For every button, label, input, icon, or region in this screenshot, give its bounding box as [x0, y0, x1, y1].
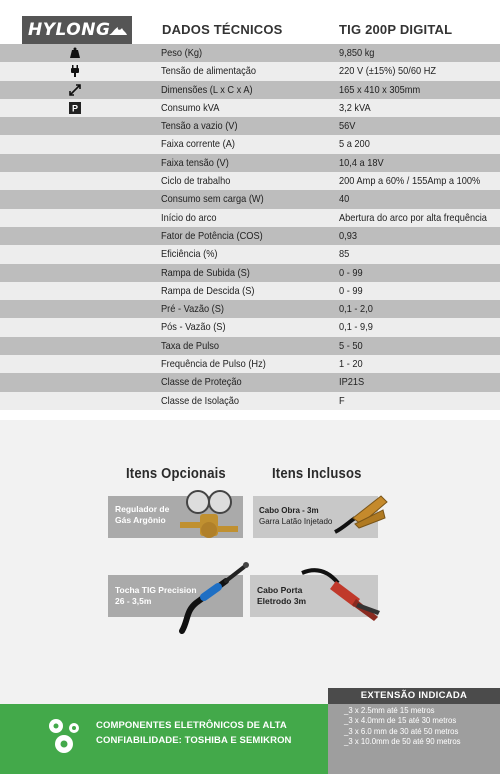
spec-row [0, 190, 500, 208]
spec-row [0, 355, 500, 373]
spec-row [0, 135, 500, 153]
ground-cable-label-1: Cabo Obra - 3m [259, 506, 319, 515]
footer-line-1: COMPONENTES ELETRÔNICOS DE ALTA [96, 720, 287, 731]
spec-label: Faixa tensão (V) [161, 156, 229, 169]
spec-row [0, 300, 500, 318]
spec-value: 0,1 - 9,9 [339, 321, 373, 334]
spec-label: Taxa de Pulso [161, 339, 220, 352]
spec-value: 9,850 kg [339, 47, 375, 59]
plug-icon [68, 64, 82, 78]
spec-value: 5 a 200 [339, 138, 370, 151]
spec-row [0, 245, 500, 263]
spec-label: Pós - Vazão (S) [161, 321, 226, 334]
spec-label: Consumo kVA [161, 101, 220, 114]
spec-table [0, 44, 500, 410]
spec-row [0, 282, 500, 300]
logo-text: HYLONG [28, 20, 111, 40]
spec-value: 56V [339, 120, 356, 133]
spec-row [0, 227, 500, 245]
electrode-cable-label-1: Cabo Porta [257, 585, 303, 595]
electrode-holder-icon [298, 559, 382, 625]
torch-card [108, 575, 243, 617]
extension-item: _3 x 10.0mm de 50 até 90 metros [344, 736, 461, 746]
included-items-title: Itens Inclusos [272, 466, 362, 482]
spec-header [0, 16, 500, 44]
electrode-cable-card [250, 575, 378, 617]
spec-value: 0,1 - 2,0 [339, 303, 373, 316]
extension-item: _3 x 6.0 mm de 30 até 50 metros [344, 726, 459, 736]
spec-value: IP21S [339, 376, 365, 389]
torch-label-2: 26 - 3,5m [115, 596, 152, 606]
ground-cable-card [253, 496, 378, 538]
spec-value: 10,4 a 18V [339, 156, 384, 169]
spec-row [0, 99, 500, 117]
spec-value: 1 - 20 [339, 358, 363, 371]
spec-value: 200 Amp a 60% / 155Amp a 100% [339, 175, 481, 188]
regulator-label-1: Regulador de [115, 504, 170, 514]
spec-row [0, 373, 500, 391]
spec-row [0, 154, 500, 172]
gears-icon [44, 714, 90, 760]
spec-row [0, 172, 500, 190]
spec-row [0, 209, 500, 227]
spec-value: 40 [339, 193, 350, 206]
brand-logo [22, 16, 132, 44]
spec-label: Classe de Isolação [161, 394, 240, 407]
spec-value: 0 - 99 [339, 266, 363, 279]
spec-value: Abertura do arco por alta frequência [339, 211, 487, 224]
weight-icon [68, 46, 82, 60]
spec-value: 5 - 50 [339, 339, 363, 352]
spec-label: Peso (Kg) [161, 47, 203, 59]
spec-label: Eficiência (%) [161, 248, 218, 261]
tig-torch-icon [174, 561, 254, 635]
spec-label: Frequência de Pulso (Hz) [161, 358, 266, 371]
footer-line-2: CONFIABILIDADE: TOSHIBA E SEMIKRON [96, 735, 292, 746]
spec-label: Tensão de alimentação [161, 65, 257, 78]
dimensions-icon [68, 83, 82, 97]
header-bar [132, 16, 500, 44]
extension-list [344, 706, 461, 747]
spec-label: Classe de Proteção [161, 376, 242, 389]
ground-cable-label-2: Garra Latão Injetado [259, 517, 333, 526]
svg-text:P: P [71, 103, 79, 114]
spec-label: Início do arco [161, 211, 217, 224]
header-model: TIG 200P DIGITAL [339, 22, 453, 37]
regulator-label-2: Gás Argônio [115, 515, 166, 525]
spec-row [0, 81, 500, 99]
regulator-card [108, 496, 243, 538]
optional-items-title: Itens Opcionais [126, 466, 226, 482]
gas-regulator-icon [172, 486, 246, 548]
spec-row [0, 62, 500, 80]
spec-label: Dimensões (L x C x A) [161, 83, 253, 96]
spec-label: Faixa corrente (A) [161, 138, 235, 151]
spec-label: Rampa de Subida (S) [161, 266, 250, 279]
spec-label: Fator de Potência (COS) [161, 229, 263, 242]
extension-item: _3 x 4.0mm de 15 até 30 metros [344, 716, 457, 726]
spec-value: 85 [339, 248, 350, 261]
spec-value: 165 x 410 x 305mm [339, 83, 421, 96]
accessories-section [0, 420, 500, 704]
power-icon [68, 101, 82, 115]
spec-row [0, 44, 500, 62]
spec-value: 0 - 99 [339, 284, 363, 297]
spec-row [0, 392, 500, 410]
spec-label: Consumo sem carga (W) [161, 193, 264, 206]
spec-label: Rampa de Descida (S) [161, 284, 255, 297]
spec-row [0, 264, 500, 282]
torch-label-1: Tocha TIG Precision [115, 585, 197, 595]
ground-clamp-icon [331, 488, 391, 540]
spec-row [0, 337, 500, 355]
spec-value: F [339, 394, 345, 407]
spec-label: Ciclo de trabalho [161, 175, 231, 188]
spec-row [0, 318, 500, 336]
spec-row [0, 117, 500, 135]
spec-label: Tensão a vazio (V) [161, 120, 238, 133]
spec-value: 220 V (±15%) 50/60 HZ [339, 65, 437, 78]
extension-title: EXTENSÃO INDICADA [328, 688, 500, 704]
extension-item: _3 x 2.5mm até 15 metros [344, 706, 435, 715]
header-title: DADOS TÉCNICOS [162, 22, 283, 37]
flame-icon [108, 23, 128, 37]
spec-label: Pré - Vazão (S) [161, 303, 224, 316]
electrode-cable-label-2: Eletrodo 3m [257, 596, 307, 606]
spec-value: 0,93 [339, 229, 357, 242]
spec-value: 3,2 kVA [339, 101, 371, 114]
